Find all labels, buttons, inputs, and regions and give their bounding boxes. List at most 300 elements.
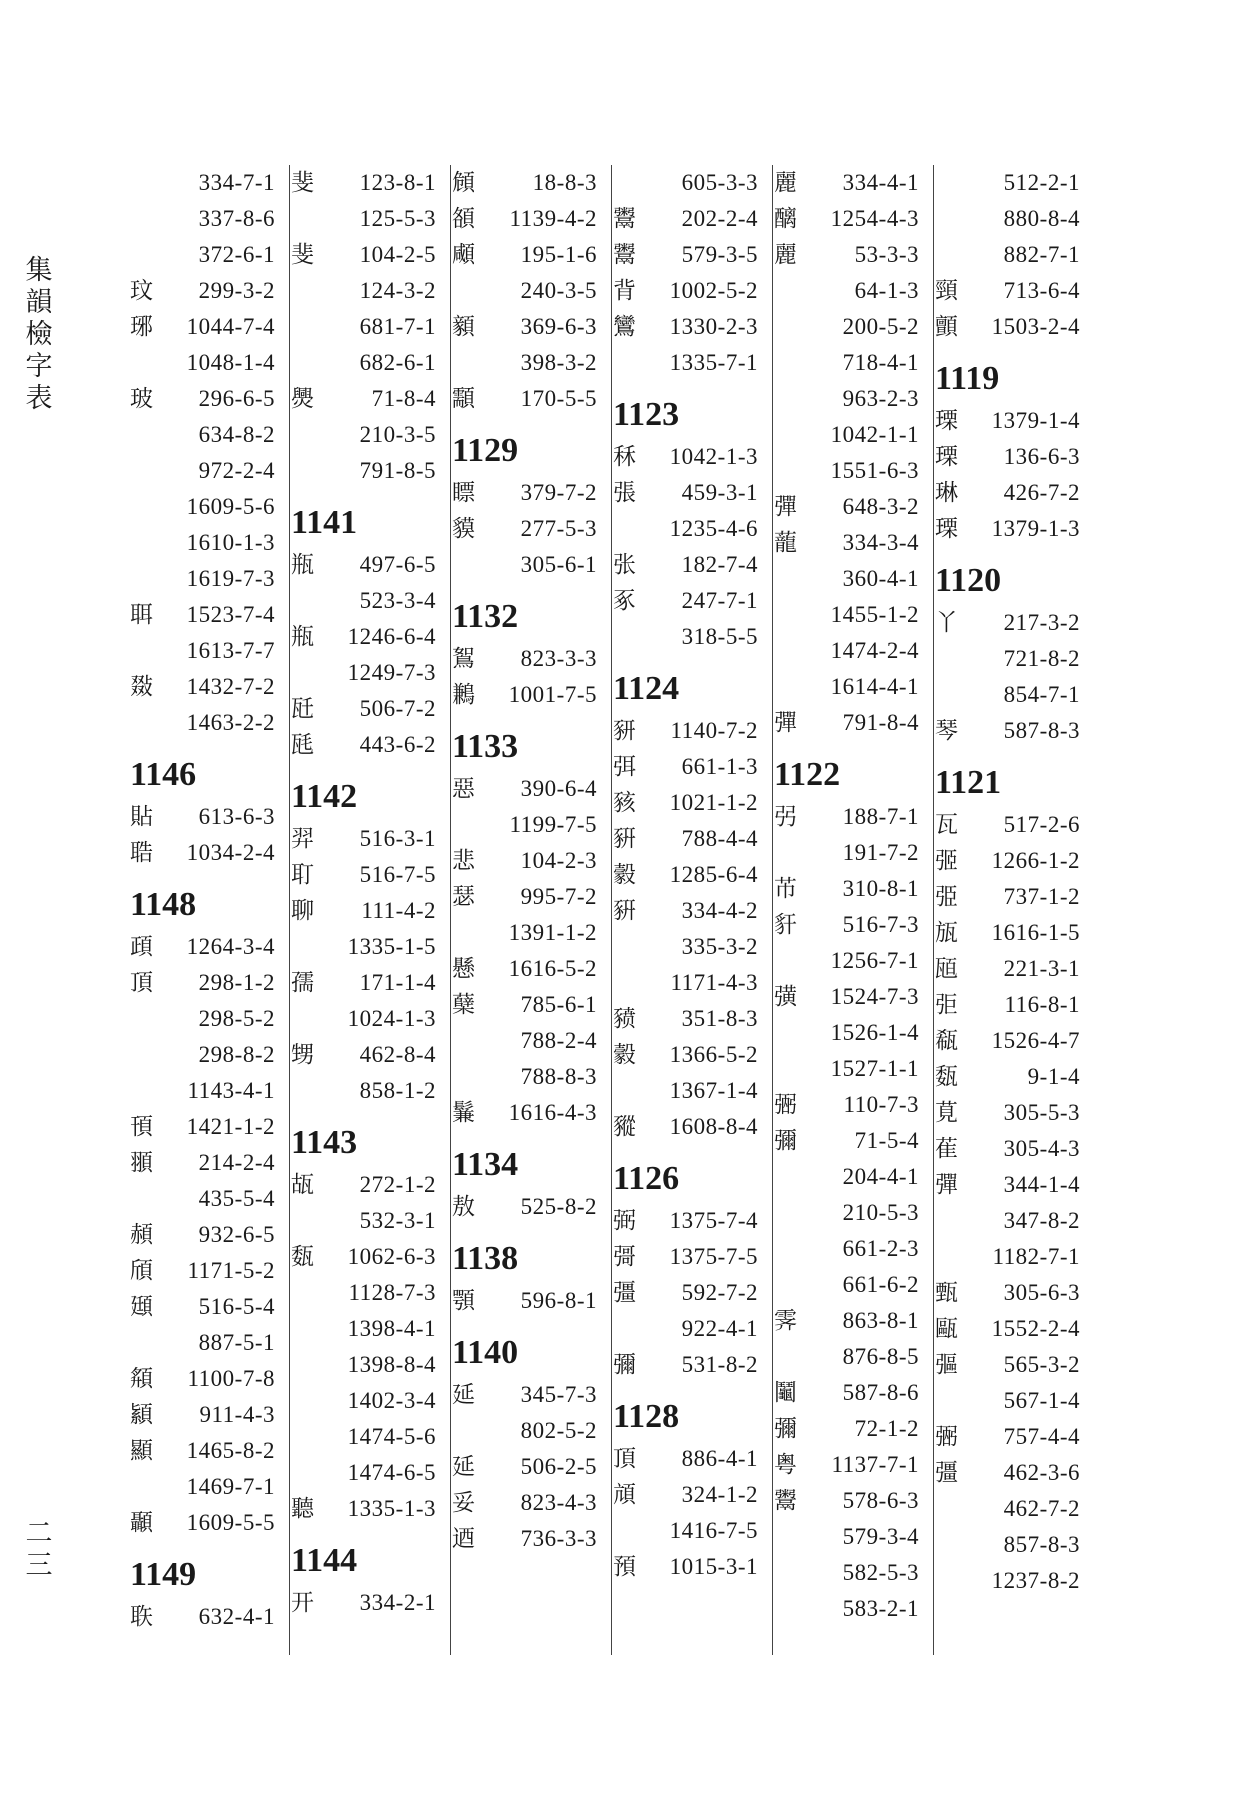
index-entry xyxy=(128,309,289,345)
entry-character: 豻 xyxy=(774,912,797,938)
index-entry xyxy=(933,1023,1094,1059)
section-heading: 1148 xyxy=(130,886,197,923)
entry-reference: 195-1-6 xyxy=(520,242,597,267)
entry-reference: 72-1-2 xyxy=(854,1416,919,1441)
entry-reference: 298-5-2 xyxy=(198,1006,275,1031)
index-entry xyxy=(128,1001,289,1037)
index-entry xyxy=(450,547,611,583)
entry-reference: 1140-7-2 xyxy=(670,718,758,743)
entry-character: 鬮 xyxy=(774,1380,797,1406)
index-entry xyxy=(450,1521,611,1557)
entry-reference: 277-5-3 xyxy=(520,516,597,541)
index-entry xyxy=(289,1347,450,1383)
index-entry xyxy=(289,453,450,489)
section-heading: 1142 xyxy=(291,778,358,815)
index-entry xyxy=(611,965,772,1001)
entry-character: 瓾 xyxy=(291,1244,314,1270)
index-entry xyxy=(289,821,450,857)
entry-reference: 1613-7-7 xyxy=(186,638,275,663)
entry-character: 弬 xyxy=(935,848,958,874)
entry-reference: 995-7-2 xyxy=(520,884,597,909)
entry-reference: 298-8-2 xyxy=(198,1042,275,1067)
entry-reference: 71-8-4 xyxy=(371,386,436,411)
entry-character: 弼 xyxy=(613,1208,636,1234)
entry-reference: 136-6-3 xyxy=(1003,444,1080,469)
entry-reference: 1237-8-2 xyxy=(991,1568,1080,1593)
entry-reference: 351-8-3 xyxy=(681,1006,758,1031)
entry-reference: 1199-7-5 xyxy=(509,812,597,837)
entry-reference: 506-7-2 xyxy=(359,696,436,721)
entry-character: 瑟 xyxy=(452,884,475,910)
entry-reference: 882-7-1 xyxy=(1003,242,1080,267)
entry-character: 頙 xyxy=(130,934,153,960)
index-entry xyxy=(450,345,611,381)
entry-character: 頂 xyxy=(130,970,153,996)
entry-reference: 1523-7-4 xyxy=(186,602,275,627)
entry-reference: 886-4-1 xyxy=(681,1446,758,1471)
index-entry xyxy=(289,727,450,763)
index-entry xyxy=(772,237,933,273)
entry-reference: 788-2-4 xyxy=(520,1028,597,1053)
index-entry xyxy=(450,641,611,677)
entry-character: 敠 xyxy=(130,674,153,700)
entry-reference: 111-4-2 xyxy=(361,898,436,923)
index-entry xyxy=(450,1189,611,1225)
entry-character: 瓳 xyxy=(291,1172,314,1198)
entry-character: 弻 xyxy=(774,1092,797,1118)
index-entry xyxy=(450,511,611,547)
index-entry xyxy=(128,799,289,835)
index-entry xyxy=(611,893,772,929)
index-entry xyxy=(289,619,450,655)
entry-reference: 1235-4-6 xyxy=(669,516,758,541)
entry-reference: 1024-1-3 xyxy=(347,1006,436,1031)
entry-reference: 1474-6-5 xyxy=(347,1460,436,1485)
index-entry xyxy=(772,453,933,489)
entry-character: 粤 xyxy=(774,1452,797,1478)
entry-reference: 334-4-2 xyxy=(681,898,758,923)
index-entry xyxy=(933,1419,1094,1455)
entry-reference: 579-3-4 xyxy=(842,1524,919,1549)
entry-reference: 305-6-1 xyxy=(520,552,597,577)
section-heading: 1149 xyxy=(130,1556,197,1593)
index-entry xyxy=(933,237,1094,273)
entry-reference: 210-3-5 xyxy=(359,422,436,447)
entry-reference: 379-7-2 xyxy=(520,480,597,505)
entry-character: 瓶 xyxy=(291,624,314,650)
index-entry xyxy=(128,1325,289,1361)
index-entry xyxy=(611,619,772,655)
entry-character: 鶼 xyxy=(452,682,475,708)
entry-reference: 296-6-5 xyxy=(198,386,275,411)
index-entry xyxy=(289,547,450,583)
entry-reference: 823-3-3 xyxy=(520,646,597,671)
index-entry xyxy=(611,1001,772,1037)
index-entry xyxy=(128,965,289,1001)
index-entry xyxy=(450,1095,611,1131)
index-entry xyxy=(772,1051,933,1087)
entry-reference: 632-4-1 xyxy=(198,1604,275,1629)
index-entry xyxy=(611,857,772,893)
index-entry xyxy=(933,309,1094,345)
entry-reference: 1455-1-2 xyxy=(830,602,919,627)
index-entry xyxy=(772,669,933,705)
index-entry xyxy=(933,605,1094,641)
index-entry xyxy=(772,345,933,381)
entry-reference: 1616-5-2 xyxy=(508,956,597,981)
section-heading: 1144 xyxy=(291,1542,358,1579)
entry-reference: 1527-1-1 xyxy=(830,1056,919,1081)
entry-character: 彈 xyxy=(774,710,797,736)
index-entry xyxy=(128,929,289,965)
entry-character: 霁 xyxy=(774,1308,797,1334)
index-column xyxy=(128,165,290,1655)
index-entry xyxy=(450,677,611,713)
index-entry xyxy=(772,381,933,417)
index-entry xyxy=(128,1073,289,1109)
entry-character: 鬻 xyxy=(613,242,636,268)
index-entry xyxy=(128,273,289,309)
index-entry xyxy=(933,1131,1094,1167)
entry-reference: 1465-8-2 xyxy=(186,1438,275,1463)
index-entry xyxy=(289,1455,450,1491)
entry-reference: 757-4-4 xyxy=(1003,1424,1080,1449)
index-entry xyxy=(933,843,1094,879)
index-entry xyxy=(128,835,289,871)
entry-reference: 64-1-3 xyxy=(854,278,919,303)
entry-reference: 791-8-4 xyxy=(842,710,919,735)
entry-character: 琴 xyxy=(935,718,958,744)
entry-reference: 240-3-5 xyxy=(520,278,597,303)
index-entry xyxy=(772,1447,933,1483)
index-entry xyxy=(128,561,289,597)
index-entry xyxy=(611,1477,772,1513)
entry-character: 秝 xyxy=(613,444,636,470)
index-entry xyxy=(289,1275,450,1311)
entry-character: 背 xyxy=(613,278,636,304)
entry-reference: 823-4-3 xyxy=(520,1490,597,1515)
index-entry xyxy=(450,381,611,417)
index-entry xyxy=(611,273,772,309)
index-entry xyxy=(933,475,1094,511)
entry-reference: 305-5-3 xyxy=(1003,1100,1080,1125)
entry-reference: 334-2-1 xyxy=(359,1590,436,1615)
entry-reference: 922-4-1 xyxy=(681,1316,758,1341)
entry-character: 鬑 xyxy=(452,1100,475,1126)
entry-reference: 1398-4-1 xyxy=(347,1316,436,1341)
index-entry xyxy=(772,1483,933,1519)
entry-reference: 523-3-4 xyxy=(359,588,436,613)
index-entry xyxy=(611,749,772,785)
entry-character: 聕 xyxy=(130,840,153,866)
index-entry xyxy=(450,1485,611,1521)
entry-character: 迺 xyxy=(452,1526,475,1552)
index-entry xyxy=(772,309,933,345)
index-entry xyxy=(289,929,450,965)
entry-reference: 1609-5-5 xyxy=(186,1510,275,1535)
index-entry xyxy=(933,1275,1094,1311)
entry-character: 頯 xyxy=(130,1366,153,1392)
entry-character: 瓾 xyxy=(935,1064,958,1090)
index-entry xyxy=(933,403,1094,439)
index-entry xyxy=(611,821,772,857)
entry-reference: 1128-7-3 xyxy=(348,1280,436,1305)
index-entry xyxy=(128,525,289,561)
entry-reference: 516-7-3 xyxy=(842,912,919,937)
entry-reference: 347-8-2 xyxy=(1003,1208,1080,1233)
entry-character: 延 xyxy=(452,1454,475,1480)
entry-character: 斐 xyxy=(291,170,314,196)
entry-reference: 104-2-3 xyxy=(520,848,597,873)
entry-reference: 592-7-2 xyxy=(681,1280,758,1305)
section-heading: 1146 xyxy=(130,756,197,793)
index-entry xyxy=(450,843,611,879)
index-entry xyxy=(289,1203,450,1239)
entry-reference: 1416-7-5 xyxy=(669,1518,758,1543)
entry-character: 豣 xyxy=(613,826,636,852)
entry-reference: 372-6-1 xyxy=(198,242,275,267)
entry-reference: 462-7-2 xyxy=(1003,1496,1080,1521)
entry-reference: 1143-4-1 xyxy=(187,1078,275,1103)
index-entry xyxy=(450,1413,611,1449)
entry-reference: 1171-4-3 xyxy=(670,970,758,995)
entry-reference: 210-5-3 xyxy=(842,1200,919,1225)
entry-reference: 1503-2-4 xyxy=(991,314,1080,339)
index-entry xyxy=(611,547,772,583)
entry-reference: 1375-7-5 xyxy=(669,1244,758,1269)
entry-reference: 110-7-3 xyxy=(843,1092,919,1117)
entry-character: 彉 xyxy=(774,984,797,1010)
entry-reference: 1474-2-4 xyxy=(830,638,919,663)
index-entry xyxy=(611,1549,772,1585)
index-entry xyxy=(611,1203,772,1239)
entry-character: 豖 xyxy=(613,588,636,614)
index-entry xyxy=(128,633,289,669)
entry-reference: 188-7-1 xyxy=(842,804,919,829)
index-entry xyxy=(611,1073,772,1109)
section-heading: 1128 xyxy=(613,1398,680,1435)
index-entry xyxy=(289,655,450,691)
index-entry xyxy=(128,705,289,741)
index-entry xyxy=(450,273,611,309)
index-entry xyxy=(611,713,772,749)
entry-reference: 532-3-1 xyxy=(359,1208,436,1233)
entry-reference: 788-8-3 xyxy=(520,1064,597,1089)
entry-reference: 516-7-5 xyxy=(359,862,436,887)
index-entry xyxy=(611,475,772,511)
entry-reference: 1002-5-2 xyxy=(669,278,758,303)
index-entry xyxy=(933,807,1094,843)
index-entry xyxy=(289,201,450,237)
entry-reference: 1474-5-6 xyxy=(347,1424,436,1449)
entry-character: 弜 xyxy=(774,804,797,830)
entry-reference: 605-3-3 xyxy=(681,170,758,195)
entry-reference: 305-6-3 xyxy=(1003,1280,1080,1305)
index-entry xyxy=(128,1109,289,1145)
index-entry xyxy=(772,273,933,309)
index-entry xyxy=(450,915,611,951)
entry-character: 鬻 xyxy=(613,206,636,232)
entry-reference: 462-3-6 xyxy=(1003,1460,1080,1485)
index-entry xyxy=(289,1001,450,1037)
index-entry xyxy=(450,237,611,273)
entry-character: 鸞 xyxy=(613,314,636,340)
entry-character: 頸 xyxy=(935,278,958,304)
index-entry xyxy=(611,1311,772,1347)
entry-reference: 517-2-6 xyxy=(1003,812,1080,837)
entry-reference: 661-1-3 xyxy=(681,754,758,779)
index-entry xyxy=(772,597,933,633)
index-entry xyxy=(933,165,1094,201)
entry-reference: 171-1-4 xyxy=(359,970,436,995)
entry-character: 頨 xyxy=(130,1150,153,1176)
index-entry xyxy=(450,879,611,915)
entry-reference: 578-6-3 xyxy=(842,1488,919,1513)
entry-character: 瑮 xyxy=(935,408,958,434)
index-column xyxy=(933,165,1094,1655)
index-entry xyxy=(772,417,933,453)
index-entry xyxy=(289,237,450,273)
entry-reference: 214-2-4 xyxy=(198,1150,275,1175)
entry-reference: 1285-6-4 xyxy=(669,862,758,887)
entry-reference: 516-5-4 xyxy=(198,1294,275,1319)
index-entry xyxy=(128,201,289,237)
index-entry xyxy=(611,1513,772,1549)
entry-character: 弻 xyxy=(935,1424,958,1450)
entry-character: 弭 xyxy=(613,754,636,780)
index-entry xyxy=(611,583,772,619)
entry-reference: 116-8-1 xyxy=(1004,992,1080,1017)
entry-reference: 661-2-3 xyxy=(842,1236,919,1261)
entry-reference: 1137-7-1 xyxy=(831,1452,919,1477)
entry-reference: 1366-5-2 xyxy=(669,1042,758,1067)
index-entry xyxy=(611,511,772,547)
entry-character: 彌 xyxy=(774,1128,797,1154)
entry-reference: 802-5-2 xyxy=(520,1418,597,1443)
entry-reference: 932-6-5 xyxy=(198,1222,275,1247)
entry-character: 弫 xyxy=(935,884,958,910)
entry-reference: 1398-8-4 xyxy=(347,1352,436,1377)
entry-reference: 200-5-2 xyxy=(842,314,919,339)
entry-character: 豥 xyxy=(613,790,636,816)
index-entry xyxy=(933,1383,1094,1419)
entry-character: 甄 xyxy=(935,1280,958,1306)
entry-character: 彁 xyxy=(613,1244,636,1270)
entry-character: 惡 xyxy=(452,776,475,802)
index-entry xyxy=(289,1073,450,1109)
entry-reference: 318-5-5 xyxy=(681,624,758,649)
section-heading: 1134 xyxy=(452,1146,519,1183)
index-entry xyxy=(450,807,611,843)
entry-character: 瓱 xyxy=(291,732,314,758)
entry-character: 豵 xyxy=(613,1114,636,1140)
entry-reference: 596-8-1 xyxy=(520,1288,597,1313)
entry-reference: 53-3-3 xyxy=(854,242,919,267)
entry-reference: 1469-7-1 xyxy=(186,1474,275,1499)
entry-character: 豰 xyxy=(613,862,636,888)
index-entry xyxy=(450,165,611,201)
entry-reference: 681-7-1 xyxy=(359,314,436,339)
entry-reference: 887-5-1 xyxy=(198,1330,275,1355)
entry-reference: 1391-1-2 xyxy=(508,920,597,945)
entry-reference: 443-6-2 xyxy=(359,732,436,757)
entry-reference: 1042-1-1 xyxy=(830,422,919,447)
entry-character: 鬻 xyxy=(774,1488,797,1514)
entry-reference: 497-6-5 xyxy=(359,552,436,577)
entry-reference: 459-3-1 xyxy=(681,480,758,505)
entry-reference: 247-7-1 xyxy=(681,588,758,613)
index-entry xyxy=(450,309,611,345)
index-column xyxy=(450,165,612,1655)
entry-reference: 1249-7-3 xyxy=(347,660,436,685)
entry-reference: 1139-4-2 xyxy=(509,206,597,231)
index-entry xyxy=(289,309,450,345)
entry-character: 貼 xyxy=(130,804,153,830)
index-entry xyxy=(933,511,1094,547)
index-entry xyxy=(128,381,289,417)
entry-reference: 587-8-6 xyxy=(842,1380,919,1405)
entry-reference: 1402-3-4 xyxy=(347,1388,436,1413)
index-entry xyxy=(772,705,933,741)
index-entry xyxy=(289,857,450,893)
entry-character: 彊 xyxy=(935,1460,958,1486)
entry-reference: 587-8-3 xyxy=(1003,718,1080,743)
index-entry xyxy=(128,1599,289,1635)
index-entry xyxy=(289,381,450,417)
section-heading: 1138 xyxy=(452,1240,519,1277)
entry-reference: 71-5-4 xyxy=(854,1128,919,1153)
index-entry xyxy=(289,1239,450,1275)
entry-reference: 1182-7-1 xyxy=(992,1244,1080,1269)
entry-character: 甌 xyxy=(935,1316,958,1342)
entry-reference: 1616-4-3 xyxy=(508,1100,597,1125)
entry-reference: 202-2-4 xyxy=(681,206,758,231)
entry-reference: 1375-7-4 xyxy=(669,1208,758,1233)
entry-character: 妥 xyxy=(452,1490,475,1516)
index-entry xyxy=(289,273,450,309)
index-entry xyxy=(128,1217,289,1253)
entry-character: 顑 xyxy=(452,242,475,268)
entry-reference: 299-3-2 xyxy=(198,278,275,303)
entry-reference: 880-8-4 xyxy=(1003,206,1080,231)
entry-reference: 1021-1-2 xyxy=(669,790,758,815)
index-entry xyxy=(933,677,1094,713)
entry-reference: 791-8-5 xyxy=(359,458,436,483)
index-entry xyxy=(772,1591,933,1627)
index-entry xyxy=(933,951,1094,987)
entry-reference: 1379-1-4 xyxy=(991,408,1080,433)
index-entry xyxy=(772,1303,933,1339)
entry-reference: 1616-1-5 xyxy=(991,920,1080,945)
entry-character: 萑 xyxy=(935,1136,958,1162)
entry-reference: 345-7-3 xyxy=(520,1382,597,1407)
entry-reference: 1254-4-3 xyxy=(830,206,919,231)
index-entry xyxy=(933,1059,1094,1095)
entry-reference: 337-8-6 xyxy=(198,206,275,231)
index-entry xyxy=(772,1555,933,1591)
entry-reference: 1266-1-2 xyxy=(991,848,1080,873)
index-column xyxy=(611,165,773,1655)
entry-reference: 1609-5-6 xyxy=(186,494,275,519)
index-entry xyxy=(289,1491,450,1527)
entry-reference: 911-4-3 xyxy=(199,1402,275,1427)
index-entry xyxy=(933,1527,1094,1563)
entry-character: 瑮 xyxy=(935,516,958,542)
entry-reference: 18-8-3 xyxy=(532,170,597,195)
entry-reference: 9-1-4 xyxy=(1027,1064,1080,1089)
entry-reference: 525-8-2 xyxy=(520,1194,597,1219)
entry-reference: 1042-1-3 xyxy=(669,444,758,469)
